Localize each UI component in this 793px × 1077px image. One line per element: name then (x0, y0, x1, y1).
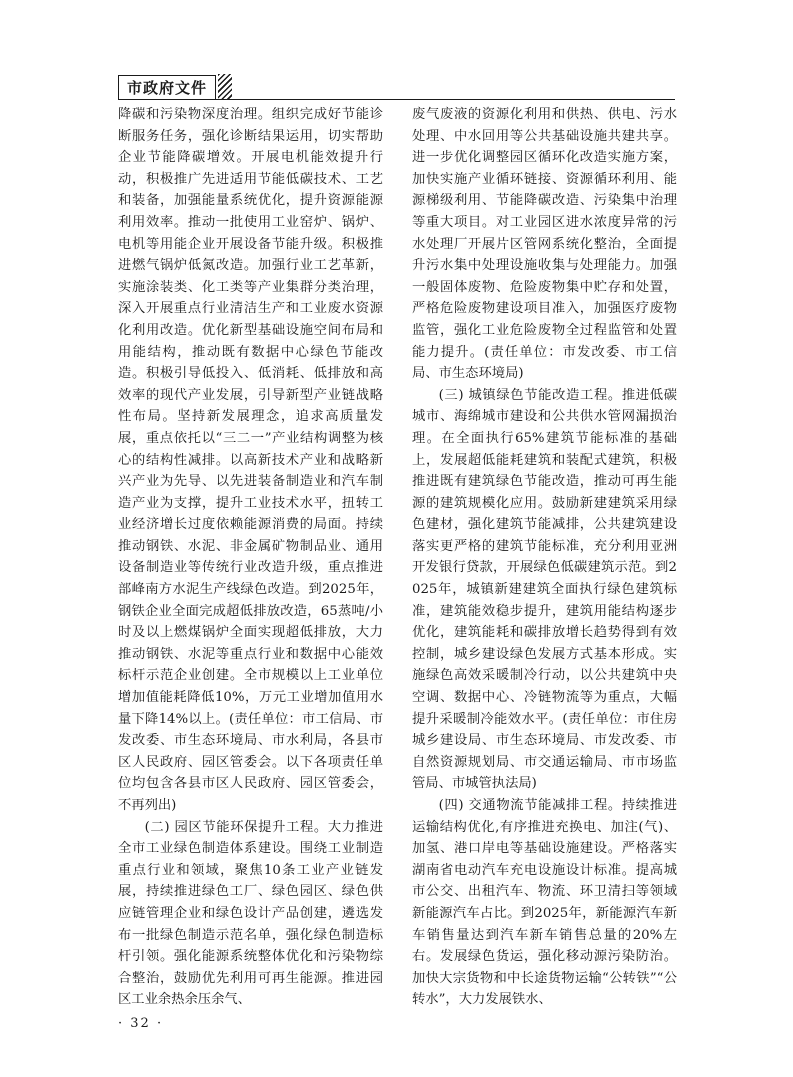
page-number: · 32 · (118, 1016, 164, 1031)
section-header (118, 74, 232, 100)
header-hatch-decoration (218, 74, 232, 100)
paragraph: 降碳和污染物深度治理。组织完成好节能诊断服务任务，强化诊断结果运用，切实帮助企业节能降碳增效。开展电机能效提升行动，积极推广先进适用节能低碳技术、工艺和装备，加强能量系统优化，提升资源能源利用效率。推动一批使用工业窑炉、锅炉、电机等用能企业开展设备节能升级。积极推进燃气锅炉低氮改造。加强行业工艺革新，实施涂装类、化工类等产业集群分类治理，深入开展重点行业清洁生产和工业废水资源化利用改造。优化新型基础设施空间布局和用能结构，推动既有数据中心绿色节能改造。积极引导低投入、低消耗、低排放和高效率的现代产业发展，引导新型产业链战略性布局。坚持新发展理念，追求高质量发展，重点依托以“三二一”产业结构调整为核心的结构性减排。以高新技术产业和战略新兴产业为先导、以先进装备制造业和汽车制造产业为支撑，提升工业技术水平，扭转工业经济增长过度依赖能源消费的局面。持续推动钢铁、水泥、非金属矿物制品业、通用设备制造业等传统行业改造升级，重点推进部峰南方水泥生产线绿色改造。到2025年，钢铁企业全面完成超低排放改造，65蒸吨/小时及以上燃煤锅炉全面实现超低排放，大力推动钢铁、水泥等重点行业和数据中心能效标杆示范企业创建。全市规模以上工业单位增加值能耗降低10%，万元工业增加值用水量下降14%以上。(责任单位：市工信局、市发改委、市生态环境局、市水利局，各县市区人民政府、园区管委会。以下各项责任单位均包含各县市区人民政府、园区管委会，不再列出) (118, 107, 383, 813)
header-title: 市政府文件 (118, 75, 216, 100)
paragraph: (二) 园区节能环保提升工程。大力推进全市工业绿色制造体系建设。围绕工业制造重点行业和领域，聚焦10条工业产业链发展，持续推进绿色工厂、绿色园区、绿色供应链管理企业和绿色设计产品创建，遴选发布一批绿色制造示范名单，强化绿色制造标杆引领。强化能源系统整体优化和污染物综合整治，鼓励优先利用可再生能源。推进园区工业余热余压余气、 (118, 819, 383, 1008)
paragraph: (四) 交通物流节能减排工程。持续推进运输结构优化,有序推进充换电、加注(气)、加氢、港口岸电等基础设施建设。严格落实湖南省电动汽车充电设施设计标准。提高城市公交、出租汽车、物流、环卫清扫等领域新能源汽车占比。到2025年，新能源汽车新车销售量达到汽车新车销售总量的20%左右。发展绿色货运，强化移动源污染防治。加快大宗货物和中长途货物运输“公转铁”“公转水”，大力发展铁水、 (412, 798, 677, 1008)
paragraph: (三) 城镇绿色节能改造工程。推进低碳城市、海绵城市建设和公共供水管网漏损治理。在全面执行65%建筑节能标准的基础上，发展超低能耗建筑和装配式建筑，积极推进既有建筑绿色节能改造，推动可再生能源的建筑规模化应用。鼓励新建建筑采用绿色建材，强化建筑节能减排，公共建筑建设落实更严格的建筑节能标准，充分利用亚洲开发银行贷款，开展绿色低碳建筑示范。到2025年，城镇新建建筑全面执行绿色建筑标准，建筑能效稳步提升，建筑用能结构逐步优化，建筑能耗和碳排放增长趋势得到有效控制，城乡建设绿色发展方式基本形成。实施绿色高效采暖制冷行动，以公共建筑中央空调、数据中心、冷链物流等为重点，大幅提升采暖制冷能效水平。(责任单位：市住房城乡建设局、市生态环境局、市发改委、市自然资源规划局、市交通运输局、市市场监管局、市城管执法局) (412, 387, 677, 792)
paragraph: 废气废液的资源化利用和供热、供电、污水处理、中水回用等公共基础设施共建共享。进一步优化调整园区循环化改造实施方案，加快实施产业循环链接、资源循环利用、能源梯级利用、节能降碳改造、污染集中治理等重大项目。对工业园区进水浓度异常的污水处理厂开展片区管网系统化整治，全面提升污水集中处理设施收集与处理能力。加强一般固体废物、危险废物集中贮存和处置，严格危险废物建设项目准入，加强医疗废物监管，强化工业危险废物全过程监管和处置能力提升。(责任单位：市发改委、市工信局、市生态环境局) (412, 107, 677, 382)
left-column (118, 104, 383, 1011)
right-column (412, 104, 677, 1011)
